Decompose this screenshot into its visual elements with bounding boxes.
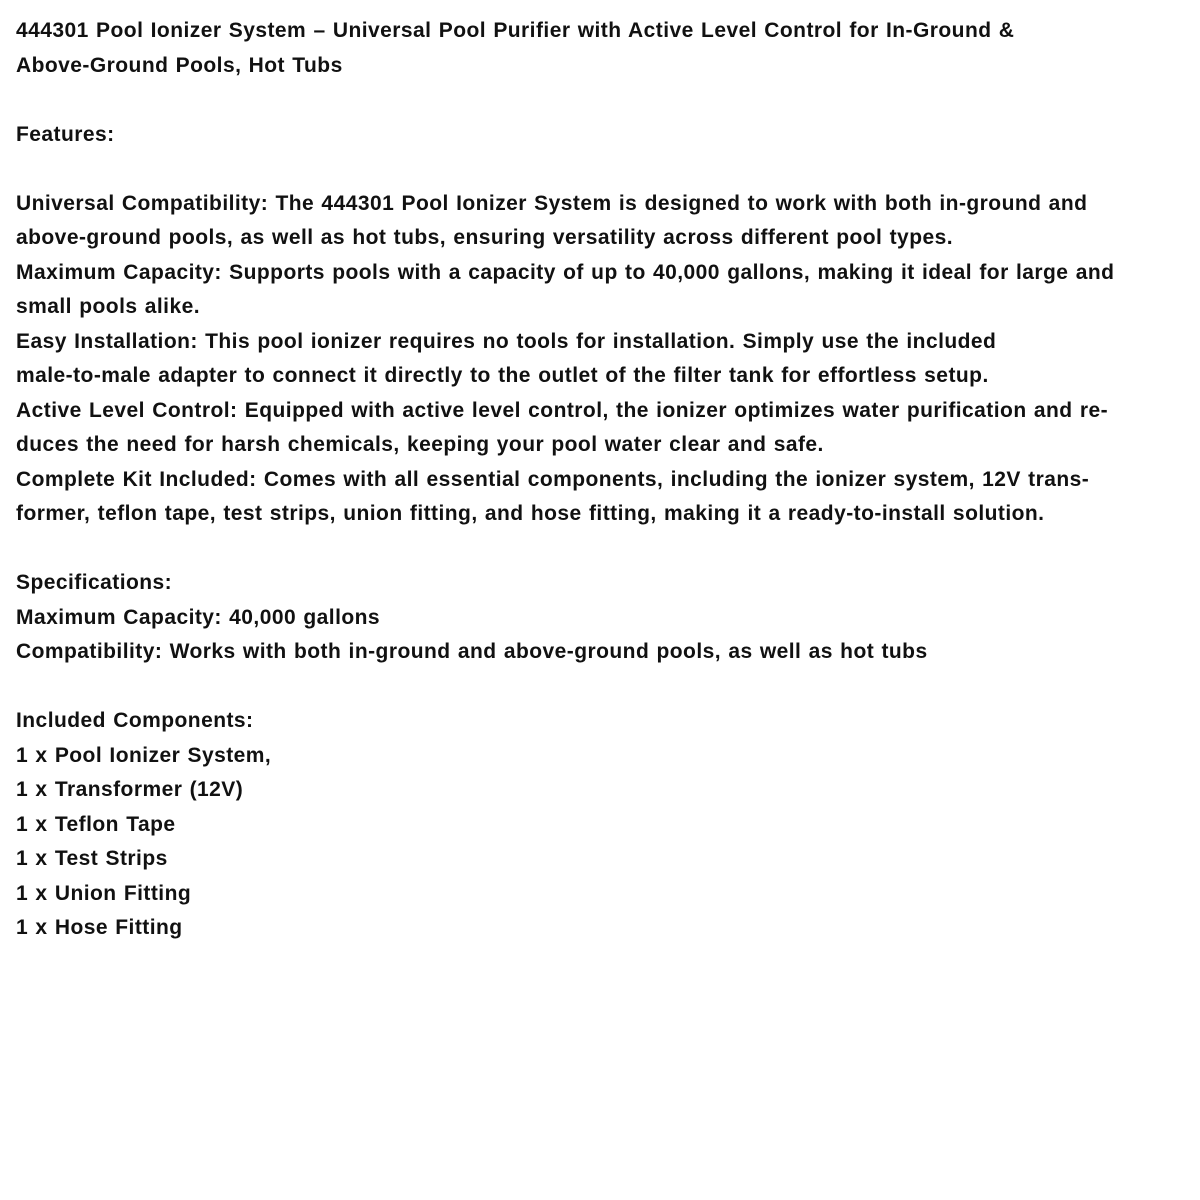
feature-line: Active Level Control: Equipped with active level control, the ionizer optimizes water purification and re- <box>16 398 1109 422</box>
spacer <box>16 83 1186 118</box>
feature-line: Easy Installation: This pool ionizer requires no tools for installation. Simply use the included <box>16 329 997 353</box>
title-line-2: Above-Ground Pools, Hot Tubs <box>16 53 343 77</box>
feature-line: Complete Kit Included: Comes with all essential components, including the ionizer system, 12V trans- <box>16 467 1090 491</box>
specifications-heading: Specifications: <box>16 571 173 594</box>
feature-line: above-ground pools, as well as hot tubs, ensuring versatility across different pool types. <box>16 226 954 249</box>
spacer <box>16 152 1186 187</box>
feature-line: Maximum Capacity: Supports pools with a capacity of up to 40,000 gallons, making it ideal for large and <box>16 260 1115 284</box>
component-line: 1 x Test Strips <box>16 847 168 870</box>
feature-line: small pools alike. <box>16 295 201 318</box>
spacer <box>16 670 1186 705</box>
component-line: 1 x Teflon Tape <box>16 812 176 836</box>
feature-line: former, teflon tape, test strips, union fitting, and hose fitting, making it a ready-to-install solution. <box>16 502 1045 525</box>
components-heading: Included Components: <box>16 709 254 732</box>
feature-line: male-to-male adapter to connect it directly to the outlet of the filter tank for effortless setup. <box>16 364 989 387</box>
title-line-1: 444301 Pool Ionizer System – Universal Pool Purifier with Active Level Control for In-Ground & <box>16 19 1015 42</box>
feature-line: Universal Compatibility: The 444301 Pool Ionizer System is designed to work with both in-ground and <box>16 191 1088 215</box>
component-line: 1 x Hose Fitting <box>16 916 183 939</box>
specification-line: Compatibility: Works with both in-ground and above-ground pools, as well as hot tubs <box>16 640 928 663</box>
product-description <box>16 14 1186 946</box>
specification-line: Maximum Capacity: 40,000 gallons <box>16 605 381 629</box>
component-line: 1 x Union Fitting <box>16 881 192 905</box>
features-heading: Features: <box>16 122 115 146</box>
component-line: 1 x Pool Ionizer System, <box>16 743 272 767</box>
component-line: 1 x Transformer (12V) <box>16 778 244 801</box>
spacer <box>16 532 1186 567</box>
feature-line: duces the need for harsh chemicals, keeping your pool water clear and safe. <box>16 433 824 456</box>
